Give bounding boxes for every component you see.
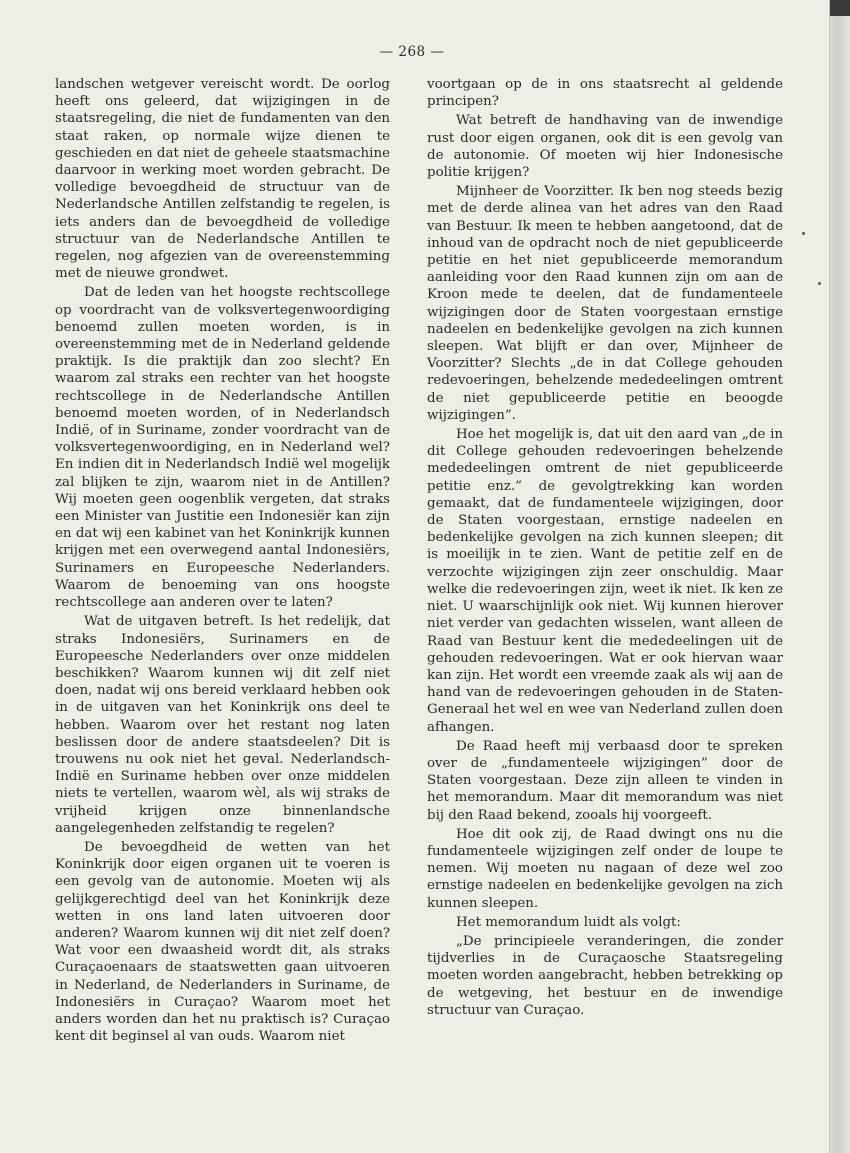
- page-corner-shadow: [830, 0, 850, 16]
- left-column: [55, 76, 390, 1047]
- left-paragraph-2: Dat de leden van het hoogste rechtscollege op voordracht van de volksvertegenwoordiging benoemd zullen moeten worden, is in overeenstemming met de in Nederland geldende praktijk. Is die praktijk dan zoo slecht? En waarom zal straks een rechter van het hoogste rechtscollege in de Nederlandsche Antillen benoemd moeten worden, of in Nederlandsch Indië, of in Suriname, zonder voordracht van de volksvertegenwoordiging, en in Nederland wel? En indien dit in Nederlandsch Indië wel mogelijk zal blijken te zijn, waarom niet in de Antillen? Wij moeten geen oogenblik vergeten, dat straks een Minister van Justitie een Indonesiër kan zijn en dat wij een kabinet van het Koninkrijk kunnen krijgen met een overwegend aantal Indonesiërs, Surinamers en Europeesche Nederlanders. Waarom de benoeming van ons hoogste rechtscollege aan anderen over te laten?: [55, 285, 390, 611]
- left-paragraph-4: De bevoegdheid de wetten van het Koninkrijk door eigen organen uit te voeren is een gevolg van de autonomie. Moeten wij als gelijkgerechtigd deel van het Koninkrijk deze wetten in ons land laten uitvoeren door anderen? Waarom kunnen wij dit niet zelf doen? Wat voor een dwaasheid wordt dit, als straks Curaçaoenaars de staatswetten gaan uitvoeren in Nederland, de Nederlanders in Suriname, de Indonesiërs in Curaçao? Waarom moet het anders worden dan het nu praktisch is? Curaçao kent dit beginsel al van ouds. Waarom niet: [55, 839, 390, 1045]
- page-number: — 268 —: [379, 44, 445, 60]
- right-paragraph-8: „De principieele veranderingen, die zonder tijdverlies in de Curaçaosche Staatsregeling moeten worden aangebracht, hebben betrekking op de wetgeving, het bestuur en de inwendige structuur van Curaçao.: [427, 933, 783, 1018]
- right-paragraph-1: voortgaan op de in ons staatsrecht al geldende principen?: [427, 77, 783, 110]
- right-paragraph-4: Hoe het mogelijk is, dat uit den aard van „de in dit College gehouden redevoeringen behelzende mededeelingen omtrent de niet gepubliceerde petitie enz.” de gevolgtrekking kan worden gemaakt, dat de fundamenteele wijzigingen, door de Staten voorgestaan, ernstige nadeelen en bedenkelijke gevolgen na zich kunnen sleepen; dit is moeilijk in te zien. Want de petitie zelf en de verzochte wijzigingen zijn zeer onschuldig. Maar welke die redevoeringen zijn, weet ik niet. Ik ken ze niet. U waarschijnlijk ook niet. Wij kunnen hierover niet verder van gedachten wisselen, want alleen de Raad van Bestuur kent die mededeelingen uit de gehouden redevoeringen. Wat er ook hiervan waar kan zijn. Het wordt een vreemde zaak als wij aan de hand van de redevoeringen gehouden in de Staten-Generaal het wel en wee van Nederland zullen doen afhangen.: [427, 427, 783, 735]
- right-paragraph-5: De Raad heeft mij verbaasd door te spreken over de „fundamenteele wijzigingen” door de Staten voorgestaan. Deze zijn alleen te vinden in het memorandum. Maar dit memorandum was niet bij den Raad bekend, zooals hij voorgeeft.: [427, 738, 783, 823]
- left-paragraph-3: Wat de uitgaven betreft. Is het redelijk, dat straks Indonesiërs, Surinamers en de Europeesche Nederlanders over onze middelen beschikken? Waarom kunnen wij dit zelf niet doen, nadat wij ons bereid verklaard hebben ook in de uitgaven van het Koninkrijk ons deel te hebben. Waarom over het restant nog laten beslissen door de andere staatsdeelen? Dit is trouwens nu ook niet het geval. Nederlandsch-Indië en Suriname hebben over onze middelen niets te vertellen, waarom wèl, als wij straks de vrijheid krijgen onze binnenlandsche aangelegenheden zelfstandig te regelen?: [55, 614, 390, 836]
- ink-speck: [818, 282, 821, 285]
- left-paragraph-1: landschen wetgever vereischt wordt. De oorlog heeft ons geleerd, dat wijzigingen in de staatsregeling, die niet de fundamenten van den staat raken, op normale wijze dienen te geschieden en dat niet de geheele staatsmachine daarvoor in werking moet worden gebracht. De volledige bevoegdheid de structuur van de Nederlandsche Antillen zelfstandig te regelen, is iets anders dan de bevoegdheid de volledige structuur van de Nederlandsche Antillen te regelen, nog afgezien van de overeenstemming met de nieuwe grondwet.: [55, 77, 390, 282]
- right-paragraph-6: Hoe dit ook zij, de Raad dwingt ons nu die fundamenteele wijzigingen zelf onder de loupe te nemen. Wij moeten nu nagaan of deze wel zoo ernstige nadeelen en bedenkelijke gevolgen na zich kunnen sleepen.: [427, 826, 783, 911]
- ink-speck: [802, 232, 805, 235]
- right-paragraph-3: Mijnheer de Voorzitter. Ik ben nog steeds bezig met de derde alinea van het adres van den Raad van Bestuur. Ik meen te hebben aangetoond, dat de inhoud van de opdracht noch de niet gepubliceerde petitie en het niet gepubliceerde memorandum aanleiding voor den Raad kunnen zijn om aan de Kroon mede te deelen, dat de fundamenteele wijzigingen door de Staten voorgestaan ernstige nadeelen en bedenkelijke gevolgen na zich kunnen sleepen. Wat blijft er dan over, Mijnheer de Voorzitter? Slechts „de in dat College gehouden redevoeringen, behelzende mededeelingen omtrent de niet gepubliceerde petitie en beoogde wijzigingen”.: [427, 184, 783, 423]
- right-column: [427, 76, 783, 1021]
- right-paragraph-7: Het memorandum luidt als volgt:: [456, 914, 681, 930]
- page-edge: [829, 0, 850, 1153]
- right-paragraph-2: Wat betreft de handhaving van de inwendige rust door eigen organen, ook dit is een gevolg van de autonomie. Of moeten wij hier Indonesische politie krijgen?: [427, 113, 783, 181]
